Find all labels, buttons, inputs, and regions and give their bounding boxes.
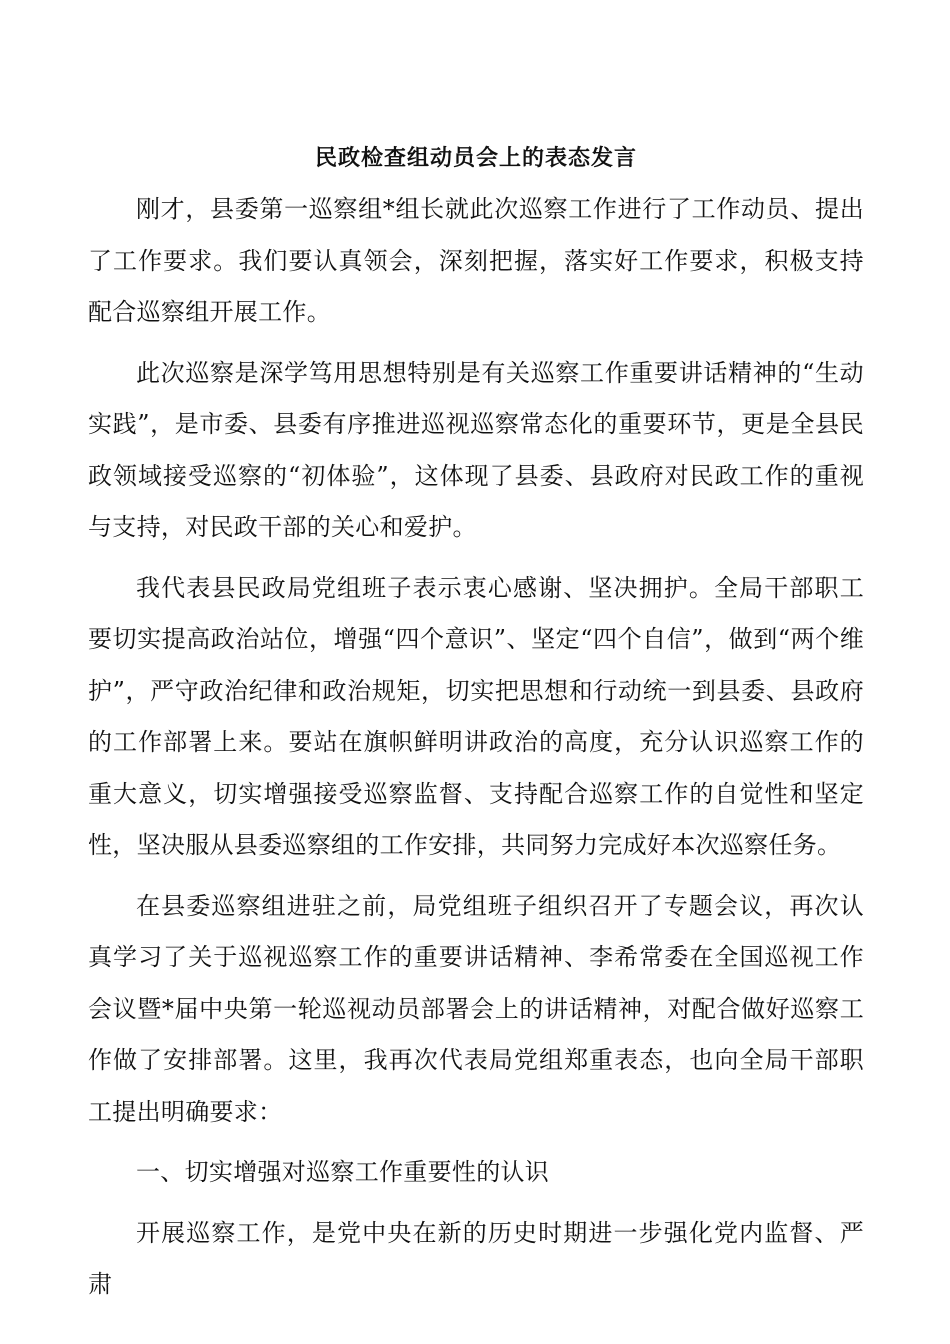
document-page bbox=[88, 138, 864, 1320]
paragraph-3: 我代表县民政局党组班子表示衷心感谢、坚决拥护。全局干部职工要切实提高政治站位，增强“四个意识”、坚定“四个自信”，做到“两个维护”，严守政治纪律和政治规矩，切实把思想和行动统一到县委、县政府的工作部署上来。要站在旗帜鲜明讲政治的高度，充分认识巡察工作的重大意义，切实增强接受巡察监督、支持配合巡察工作的自觉性和坚定性，坚决服从县委巡察组的工作安排，共同努力完成好本次巡察任务。 bbox=[88, 573, 864, 859]
paragraph-1: 刚才，县委第一巡察组*组长就此次巡察工作进行了工作动员、提出了工作要求。我们要认真领会，深刻把握，落实好工作要求，积极支持配合巡察组开展工作。 bbox=[88, 195, 864, 326]
paragraph-2: 此次巡察是深学笃用思想特别是有关巡察工作重要讲话精神的“生动实践”，是市委、县委有序推进巡视巡察常态化的重要环节，更是全县民政领域接受巡察的“初体验”，这体现了县委、县政府对民政工作的重视与支持，对民政干部的关心和爱护。 bbox=[88, 358, 864, 541]
paragraph-5: 开展巡察工作，是党中央在新的历史时期进一步强化党内监督、严肃 bbox=[88, 1218, 864, 1298]
document-title: 民政检查组动员会上的表态发言 bbox=[314, 145, 637, 171]
paragraph-4: 在县委巡察组进驻之前，局党组班子组织召开了专题会议，再次认真学习了关于巡视巡察工作的重要讲话精神、李希常委在全国巡视工作会议暨*届中央第一轮巡视动员部署会上的讲话精神，对配合做好巡察工作做了安排部署。这里，我再次代表局党组郑重表态，也向全局干部职工提出明确要求： bbox=[88, 891, 864, 1126]
section-heading: 一、切实增强对巡察工作重要性的认识 bbox=[136, 1158, 550, 1186]
